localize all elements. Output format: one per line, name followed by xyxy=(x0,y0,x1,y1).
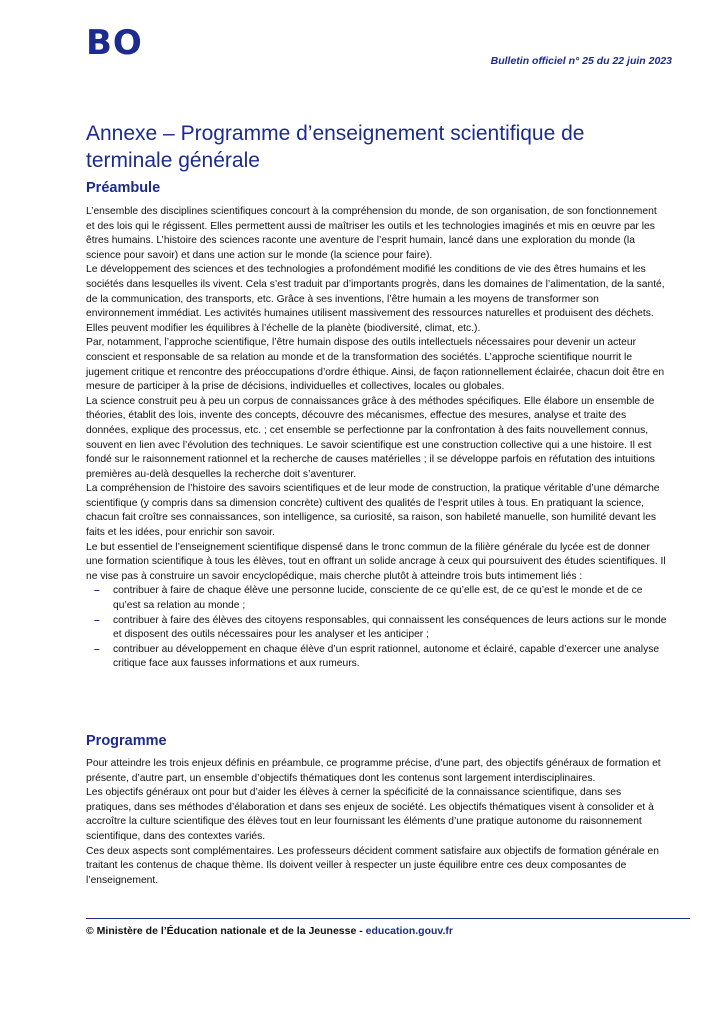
goals-list xyxy=(86,584,668,672)
page-title: Annexe – Programme d’enseignement scientifique de terminale générale xyxy=(86,122,585,172)
dash-bullet-icon: – xyxy=(94,585,100,597)
bo-logo: BO xyxy=(86,23,143,63)
preambule-body xyxy=(86,205,668,672)
preambule-paragraph: Le développement des sciences et des technologies a profondément modifié les conditions de vie des êtres humains et les sociétés dans lesquelles ils vivent. Cela s’est traduit par d’importants progrès, dans les domaines de l’alimentation, de la santé, de la communication, des transports, etc. Grâce à ses inventions, l’être humain a les moyens de transformer son environnement immédiat. Les activités humaines utilisent massivement des ressources naturelles et produisent des déchets. Elles peuvent modifier les équilibres à l’échelle de la planète (biodiversité, climat, etc.). xyxy=(86,264,665,334)
programme-heading: Programme xyxy=(86,733,167,749)
programme-body xyxy=(86,757,668,888)
preambule-paragraph: Le but essentiel de l’enseignement scientifique dispensé dans le tronc commun de la filière générale du lycée est de donner une formation scientifique à tous les élèves, tout en offrant un solide ancrage à ceux qui poursuivent des études scientifiques. Il ne vise pas à construire un savoir encyclopédique, mais cherche plutôt à atteindre trois buts intimement liés : xyxy=(86,541,666,582)
list-item-text: contribuer à faire des élèves des citoyens responsables, qui connaissent les conséquences de leurs actions sur le monde et disposent des outils nécessaires pour les analyser et les anticiper ; xyxy=(113,614,667,641)
programme-paragraph: Les objectifs généraux ont pour but d’aider les élèves à cerner la spécificité de la connaissance scientifique, dans ses pratiques, dans ses méthodes d’élaboration et dans ses enjeux de société. Les objectifs thématiques visent à consolider et à accroître la culture scientifique des élèves tout en leur fournissant les éléments d’une pratique autonome du raisonnement scientifique, dans des contextes variés. xyxy=(86,787,654,842)
preambule-paragraph: La science construit peu à peu un corpus de connaissances grâce à des méthodes spécifiques. Elle élabore un ensemble de théories, établit des lois, invente des concepts, découvre des mécanismes, effectue des mesures, analyse et traite des données, explique des processus, etc. ; cet ensemble se perfectionne par la confrontation à des faits nouvellement connus, souvent en lien avec l’évolution des techniques. Le savoir scientifique est une construction collective qui a une histoire. Il est fondé sur le raisonnement rationnel et la recherche de causes matérielles ; il se développe parfois en réfutation des intuitions premières au-delà desquelles la recherche doit s’aventurer. xyxy=(86,395,655,480)
list-item xyxy=(86,584,668,613)
dash-bullet-icon: – xyxy=(94,614,100,626)
programme-paragraph: Ces deux aspects sont complémentaires. Les professeurs décident comment satisfaire aux objectifs de formation générale en traitant les contenus de chaque thème. Ils doivent veiller à respecter un juste équilibre entre ces deux composantes de l’enseignement. xyxy=(86,845,659,886)
preambule-paragraph: L’ensemble des disciplines scientifiques concourt à la compréhension du monde, de son organisation, de son fonctionnement et des lois qui le régissent. Elles permettent aussi de maîtriser les outils et les technologies imaginés et mis en œuvre par les êtres humains. L’histoire des sciences raconte une aventure de l’esprit humain, lancé dans une exploration du monde (la science pour savoir) et dans une action sur le monde (la science pour faire). xyxy=(86,206,657,261)
footer-site-link[interactable]: education.gouv.fr xyxy=(365,925,453,937)
preambule-heading: Préambule xyxy=(86,180,161,196)
list-item-text: contribuer à faire de chaque élève une personne lucide, consciente de ce qu’elle est, de ce qu’est le monde et de ce qu’est sa relation au monde ; xyxy=(113,585,643,612)
list-item-text: contribuer au développement en chaque élève d’un esprit rationnel, autonome et éclairé, capable d’exercer une analyse critique face aux fausses informations et aux rumeurs. xyxy=(113,643,660,670)
bulletin-reference: Bulletin officiel n° 25 du 22 juin 2023 xyxy=(490,55,672,67)
footer xyxy=(86,925,453,937)
footer-divider xyxy=(86,918,690,919)
dash-bullet-icon: – xyxy=(94,643,100,655)
preambule-paragraph: La compréhension de l’histoire des savoirs scientifiques et de leur mode de construction, la pratique véritable d’une démarche scientifique (y compris dans sa dimension concrète) cultivent des qualités de l’esprit utiles à tous. En pratiquant la science, chacun fait croître ses connaissances, son intelligence, sa curiosité, sa raison, son habileté manuelle, son humilité devant les faits et les idées, pour enrichir son savoir. xyxy=(86,483,660,539)
preambule-paragraph: Par, notamment, l’approche scientifique, l’être humain dispose des outils intellectuels nécessaires pour devenir un acteur conscient et responsable de sa relation au monde et de la transformation des sociétés. L’approche scientifique nourrit le jugement critique et rencontre des préoccupations d’ordre éthique. Ainsi, de façon rationnellement éclairée, chacun doit être en mesure de participer à la prise de décisions, individuelles et collectives, locales ou globales. xyxy=(86,337,665,393)
list-item xyxy=(86,614,668,643)
footer-copyright: © Ministère de l’Éducation nationale et de la Jeunesse - xyxy=(86,925,366,937)
programme-paragraph: Pour atteindre les trois enjeux définis en préambule, ce programme précise, d’une part, des objectifs généraux de formation et présente, d’autre part, un ensemble d’objectifs thématiques dont les contenus sont largement interdisciplinaires. xyxy=(86,758,661,784)
list-item xyxy=(86,643,668,672)
